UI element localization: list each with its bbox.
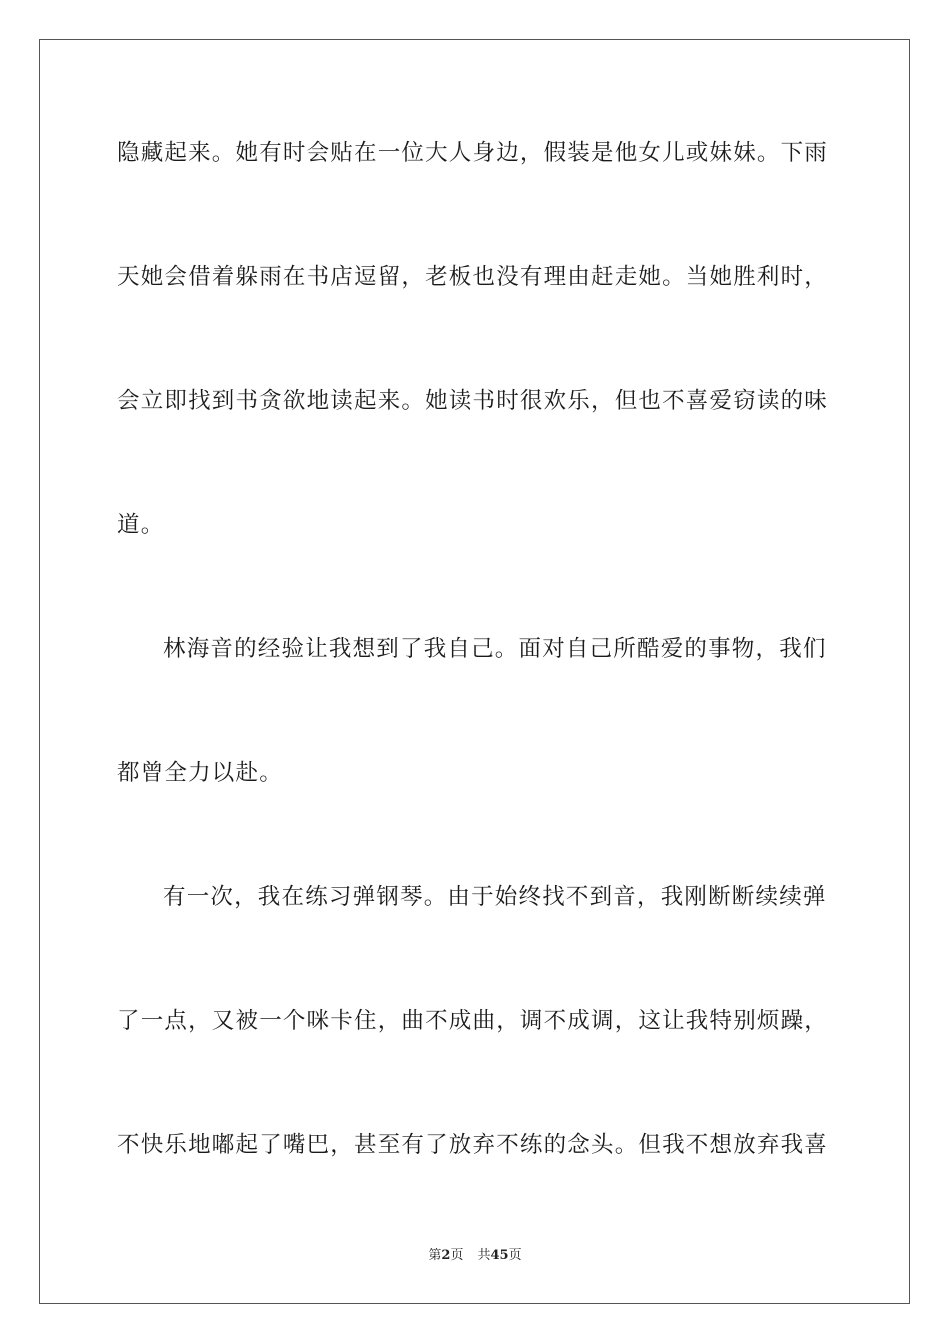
total-prefix: 共 <box>477 1248 491 1263</box>
page-footer <box>0 1247 950 1265</box>
body-line-3: 会立即找到书贪欲地读起来。她读书时很欢乐，但也不喜爱窃读的味 <box>117 388 829 414</box>
page-border <box>39 39 910 1304</box>
page-suffix: 页 <box>450 1248 464 1263</box>
paragraph-2-line-1: 林海音的经验让我想到了我自己。面对自己所酷爱的事物，我们 <box>163 636 827 662</box>
body-line-1: 隐藏起来。她有时会贴在一位大人身边，假装是他女儿或妹妹。下雨 <box>117 140 829 166</box>
paragraph-2-line-2: 都曾全力以赴。 <box>117 760 283 786</box>
paragraph-3-line-2: 了一点，又被一个咪卡住，曲不成曲，调不成调，这让我特别烦躁， <box>117 1008 829 1034</box>
total-suffix: 页 <box>508 1248 522 1263</box>
page-number: 2 <box>441 1248 451 1263</box>
paragraph-3-line-3: 不快乐地嘟起了嘴巴，甚至有了放弃不练的念头。但我不想放弃我喜 <box>117 1132 829 1158</box>
page-prefix: 第 <box>428 1248 442 1263</box>
body-line-4: 道。 <box>117 512 165 538</box>
body-line-2: 天她会借着躲雨在书店逗留，老板也没有理由赶走她。当她胜利时， <box>117 264 829 290</box>
paragraph-3-line-1: 有一次，我在练习弹钢琴。由于始终找不到音，我刚断断续续弹 <box>163 884 827 910</box>
total-pages: 45 <box>490 1248 509 1263</box>
